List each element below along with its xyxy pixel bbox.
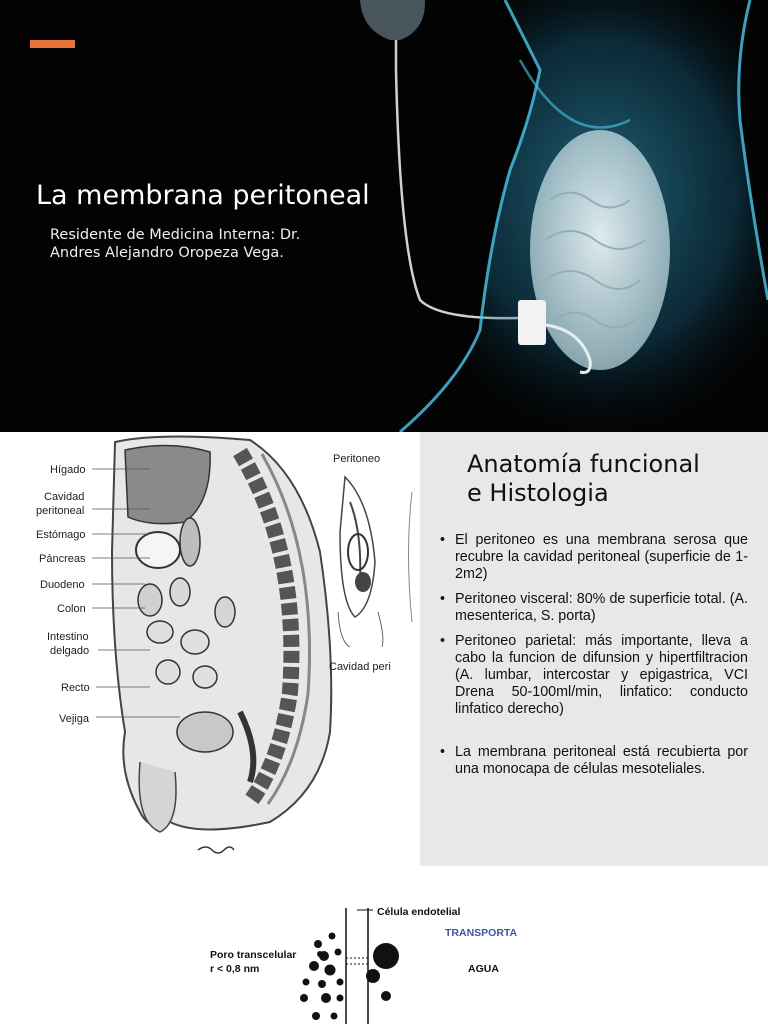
label-recto: Recto <box>61 682 90 694</box>
label-agua: AGUA <box>468 963 499 975</box>
sagittal-anatomy-figure <box>0 432 420 866</box>
transcellular-pore-diagram <box>0 866 768 1024</box>
subtitle-line-2: Andres Alejandro Oropeza Vega. <box>50 245 284 261</box>
label-poro-2: r < 0,8 nm <box>210 963 260 975</box>
accent-bar <box>30 40 75 48</box>
dialysis-body-illustration <box>330 0 768 432</box>
slide-subtitle <box>50 226 300 262</box>
label-cavidad-cut: Cavidad peri <box>329 661 391 673</box>
section-title <box>467 450 700 508</box>
bullet-item: • La membrana peritoneal está recubierta por una monocapa de células mesoteliales. <box>440 744 748 778</box>
label-estomago: Estómago <box>36 529 86 541</box>
bullet-item: • Peritoneo visceral: 80% de superficie total. (A. mesenterica, S. porta) <box>440 591 748 625</box>
label-transporta: TRANSPORTA <box>445 927 518 939</box>
label-peritoneo: Peritoneo <box>333 453 381 465</box>
label-celula-endotelial: Célula endotelial <box>377 906 461 918</box>
section-title-line-1: Anatomía funcional <box>467 450 700 478</box>
label-intestino-2: delgado <box>50 645 90 657</box>
bullet-item: • Peritoneo parietal: más importante, lleva a cabo la funcion de difunsion y hipertfiltracion (A. lumbar, intercostar y epigastrica, VCI Drena 50-100ml/min, linfatico: conducto linfatico derecho) <box>440 633 748 718</box>
bullet-item: • El peritoneo es una membrana serosa que recubre la cavidad peritoneal (superficie de 1-2m2) <box>440 532 748 583</box>
label-vejiga: Vejiga <box>59 713 89 725</box>
label-intestino-1: Intestino <box>47 631 89 643</box>
subtitle-line-1: Residente de Medicina Interna: Dr. <box>50 227 301 243</box>
transport-slide <box>0 866 768 1024</box>
label-colon: Colon <box>57 603 86 615</box>
label-higado: Hígado <box>50 464 86 476</box>
label-duodeno: Duodeno <box>40 579 85 591</box>
bullet-list <box>440 532 748 786</box>
title-slide <box>0 0 768 432</box>
label-cavidad-2: peritoneal <box>36 505 85 517</box>
label-cavidad-1: Cavidad <box>44 491 85 503</box>
anatomy-slide <box>0 432 768 866</box>
slide-title: La membrana peritoneal <box>36 180 370 211</box>
label-pancreas: Páncreas <box>39 553 86 565</box>
label-poro-1: Poro transcelular <box>210 949 297 961</box>
section-title-line-2: e Histologia <box>467 479 609 507</box>
